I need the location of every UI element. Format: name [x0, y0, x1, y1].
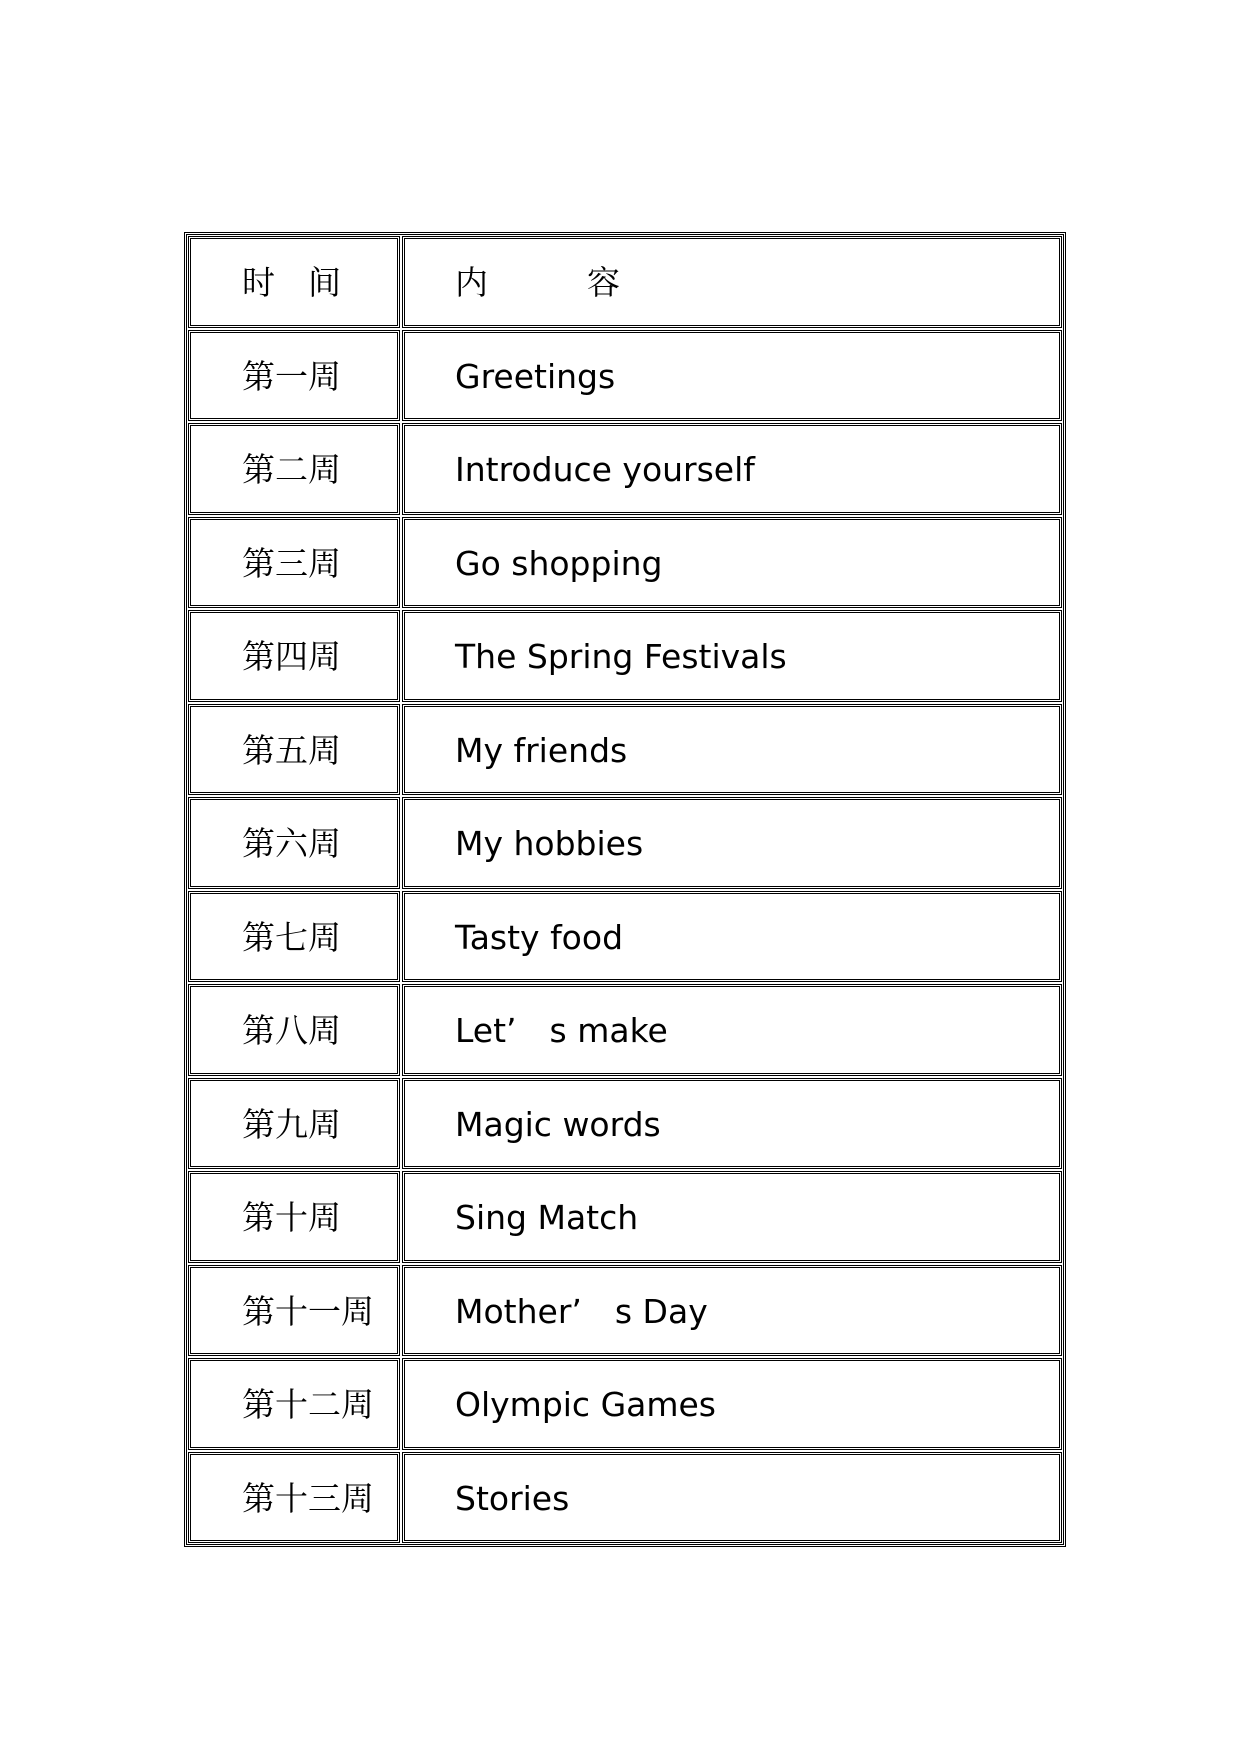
table-row	[187, 1077, 1063, 1171]
topic-cell: Go shopping	[402, 517, 1062, 609]
week-cell: 第十二周	[188, 1358, 400, 1450]
week-cell: 第六周	[188, 797, 400, 889]
week-cell: 第四周	[188, 610, 400, 702]
table-row	[187, 329, 1063, 423]
table-row	[187, 1357, 1063, 1451]
week-cell: 第五周	[188, 704, 400, 796]
topic-cell: My friends	[402, 704, 1062, 796]
week-cell: 第八周	[188, 984, 400, 1076]
topic-cell: Sing Match	[402, 1171, 1062, 1263]
topic-cell: Magic words	[402, 1078, 1062, 1170]
table-row	[187, 796, 1063, 890]
topic-cell: Introduce yourself	[402, 423, 1062, 515]
header-time: 时 间	[188, 236, 400, 328]
topic-cell: Greetings	[402, 330, 1062, 422]
week-cell: 第二周	[188, 423, 400, 515]
week-cell: 第七周	[188, 891, 400, 983]
table-row	[187, 703, 1063, 797]
table-row	[187, 609, 1063, 703]
header-content: 内 容	[402, 236, 1062, 328]
week-cell: 第三周	[188, 517, 400, 609]
week-cell: 第十周	[188, 1171, 400, 1263]
topic-cell: Let’ s make	[402, 984, 1062, 1076]
table-row	[187, 516, 1063, 610]
table-row	[187, 1264, 1063, 1358]
table-row	[187, 983, 1063, 1077]
table-row	[187, 890, 1063, 984]
week-cell: 第十三周	[188, 1452, 400, 1544]
table-row	[187, 1170, 1063, 1264]
topic-cell: Olympic Games	[402, 1358, 1062, 1450]
schedule-table	[184, 232, 1066, 1547]
week-cell: 第九周	[188, 1078, 400, 1170]
topic-cell: Mother’ s Day	[402, 1265, 1062, 1357]
topic-cell: The Spring Festivals	[402, 610, 1062, 702]
table-row	[187, 1451, 1063, 1545]
table-header-row	[187, 235, 1063, 329]
week-cell: 第十一周	[188, 1265, 400, 1357]
topic-cell: Stories	[402, 1452, 1062, 1544]
topic-cell: My hobbies	[402, 797, 1062, 889]
week-cell: 第一周	[188, 330, 400, 422]
table-row	[187, 422, 1063, 516]
topic-cell: Tasty food	[402, 891, 1062, 983]
